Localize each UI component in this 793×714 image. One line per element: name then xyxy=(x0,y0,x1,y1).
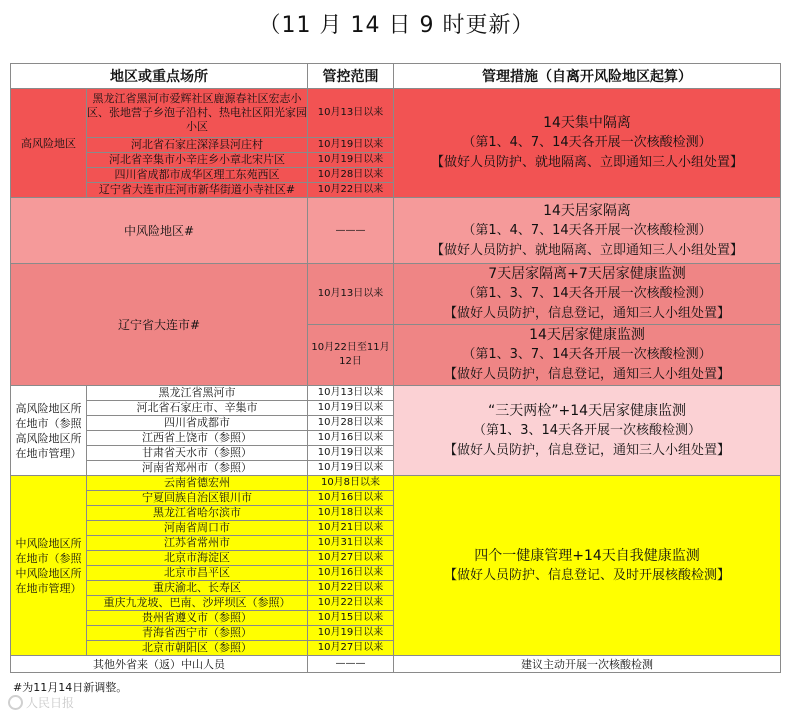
range-cell: 10月22日至11月12日 xyxy=(308,325,394,386)
range-cell: ——— xyxy=(308,656,394,673)
range-cell: 10月31日以来 xyxy=(308,536,394,551)
place-cell: 四川省成都市 xyxy=(87,416,308,431)
place-cell: 北京市海淀区 xyxy=(87,551,308,566)
table-row xyxy=(11,264,781,325)
range-cell: 10月28日以来 xyxy=(308,168,394,183)
risk-area-table xyxy=(10,63,781,673)
measure-line: （第1、4、7、14天各开展一次核酸检测） xyxy=(462,222,712,238)
range-cell: 10月13日以来 xyxy=(308,386,394,401)
place-cell: 黑龙江省黑河市爱辉社区鹿源春社区宏志小区、张地营子乡泡子沿村、热电社区阳光家园小区 xyxy=(87,89,308,138)
range-cell: 10月19日以来 xyxy=(308,626,394,641)
range-cell: 10月19日以来 xyxy=(308,153,394,168)
place-cell: 北京市朝阳区（参照） xyxy=(87,641,308,656)
category-mid-city: 中风险地区所在地市（参照中风险地区所在地市管理） xyxy=(11,476,87,656)
range-cell: 10月19日以来 xyxy=(308,461,394,476)
measure-line: 14天集中隔离 xyxy=(543,115,631,131)
place-cell: 河北省石家庄市、辛集市 xyxy=(87,401,308,416)
place-cell: 四川省成都市成华区理工东苑西区 xyxy=(87,168,308,183)
range-cell: 10月18日以来 xyxy=(308,506,394,521)
range-cell: 10月16日以来 xyxy=(308,431,394,446)
range-cell: ——— xyxy=(308,198,394,264)
table-row xyxy=(11,386,781,401)
header-range: 管控范围 xyxy=(308,64,394,89)
range-cell: 10月27日以来 xyxy=(308,551,394,566)
table-row xyxy=(11,656,781,673)
place-cell: 江苏省常州市 xyxy=(87,536,308,551)
place-cell: 重庆九龙坡、巴南、沙坪坝区（参照） xyxy=(87,596,308,611)
watermark-logo-icon xyxy=(8,695,23,710)
measure-line: 【做好人员防护、信息登记、及时开展核酸检测】 xyxy=(443,567,730,583)
category-high-risk: 高风险地区 xyxy=(11,89,87,198)
measure-line: 四个一健康管理+14天自我健康监测 xyxy=(474,547,700,564)
category-high-city: 高风险地区所在地市（参照高风险地区所在地市管理） xyxy=(11,386,87,476)
measure-line: 【做好人员防护，信息登记，通知三人小组处置】 xyxy=(443,306,730,321)
measure-line: “三天两检”+14天居家健康监测 xyxy=(487,402,687,419)
measure-dalian-1 xyxy=(394,264,781,325)
place-cell: 贵州省遵义市（参照） xyxy=(87,611,308,626)
range-cell: 10月13日以来 xyxy=(308,89,394,138)
measure-line: 【做好人员防护，信息登记，通知三人小组处置】 xyxy=(443,367,730,382)
table-row xyxy=(11,198,781,264)
table-header-row xyxy=(11,64,781,89)
place-cell: 黑龙江省哈尔滨市 xyxy=(87,506,308,521)
place-cell: 北京市昌平区 xyxy=(87,566,308,581)
range-cell: 10月19日以来 xyxy=(308,401,394,416)
range-cell: 10月19日以来 xyxy=(308,138,394,153)
measure-mid-risk xyxy=(394,198,781,264)
measure-mid-city xyxy=(394,476,781,656)
range-cell: 10月22日以来 xyxy=(308,596,394,611)
place-cell: 河北省石家庄深泽县河庄村 xyxy=(87,138,308,153)
measure-line: （第1、3、7、14天各开展一次核酸检测） xyxy=(462,286,712,301)
place-cell: 河南省周口市 xyxy=(87,521,308,536)
footnote: #为11月14日新调整。 xyxy=(13,681,128,694)
measure-line: 14天居家健康监测 xyxy=(529,327,645,343)
place-cell: 重庆渝北、长寿区 xyxy=(87,581,308,596)
measure-line: 【做好人员防护、就地隔离、立即通知三人小组处置】 xyxy=(430,155,743,170)
page-title: （11 月 14 日 9 时更新） xyxy=(258,13,535,38)
range-cell: 10月16日以来 xyxy=(308,491,394,506)
table-row xyxy=(11,476,781,491)
range-cell: 10月27日以来 xyxy=(308,641,394,656)
range-cell: 10月8日以来 xyxy=(308,476,394,491)
place-cell: 黑龙江省黑河市 xyxy=(87,386,308,401)
measure-line: 【做好人员防护、就地隔离、立即通知三人小组处置】 xyxy=(430,242,743,258)
header-area: 地区或重点场所 xyxy=(11,64,308,89)
place-cell: 河南省郑州市（参照） xyxy=(87,461,308,476)
range-cell: 10月16日以来 xyxy=(308,566,394,581)
measure-high-risk xyxy=(394,89,781,198)
measure-line: 14天居家隔离 xyxy=(543,202,631,219)
range-cell: 10月21日以来 xyxy=(308,521,394,536)
category-mid-risk: 中风险地区# xyxy=(11,198,308,264)
place-cell: 青海省西宁市（参照） xyxy=(87,626,308,641)
range-cell: 10月22日以来 xyxy=(308,581,394,596)
measure-line: 【做好人员防护，信息登记，通知三人小组处置】 xyxy=(443,442,730,458)
measure-line: （第1、3、14天各开展一次核酸检测） xyxy=(472,422,702,438)
place-cell: 甘肃省天水市（参照） xyxy=(87,446,308,461)
place-cell: 宁夏回族自治区银川市 xyxy=(87,491,308,506)
measure-high-city xyxy=(394,386,781,476)
measure-line: 7天居家隔离+7天居家健康监测 xyxy=(488,266,686,282)
measure-line: （第1、3、7、14天各开展一次核酸检测） xyxy=(462,347,712,362)
range-cell: 10月13日以来 xyxy=(308,264,394,325)
place-cell: 辽宁省大连市庄河市新华街道小寺社区# xyxy=(87,183,308,198)
range-cell: 10月15日以来 xyxy=(308,611,394,626)
watermark-text: 人民日报 xyxy=(26,696,75,710)
place-cell: 江西省上饶市（参照） xyxy=(87,431,308,446)
place-cell: 河北省辛集市小辛庄乡小章北宋片区 xyxy=(87,153,308,168)
range-cell: 10月19日以来 xyxy=(308,446,394,461)
place-cell: 云南省德宏州 xyxy=(87,476,308,491)
measure-line: （第1、4、7、14天各开展一次核酸检测） xyxy=(462,135,712,150)
category-dalian: 辽宁省大连市# xyxy=(11,264,308,386)
category-other: 其他外省来（返）中山人员 xyxy=(11,656,308,673)
range-cell: 10月22日以来 xyxy=(308,183,394,198)
range-cell: 10月28日以来 xyxy=(308,416,394,431)
header-measure: 管理措施（自离开风险地区起算） xyxy=(394,64,781,89)
table-row xyxy=(11,89,781,138)
measure-other: 建议主动开展一次核酸检测 xyxy=(394,656,781,673)
watermark xyxy=(8,694,74,711)
measure-dalian-2 xyxy=(394,325,781,386)
